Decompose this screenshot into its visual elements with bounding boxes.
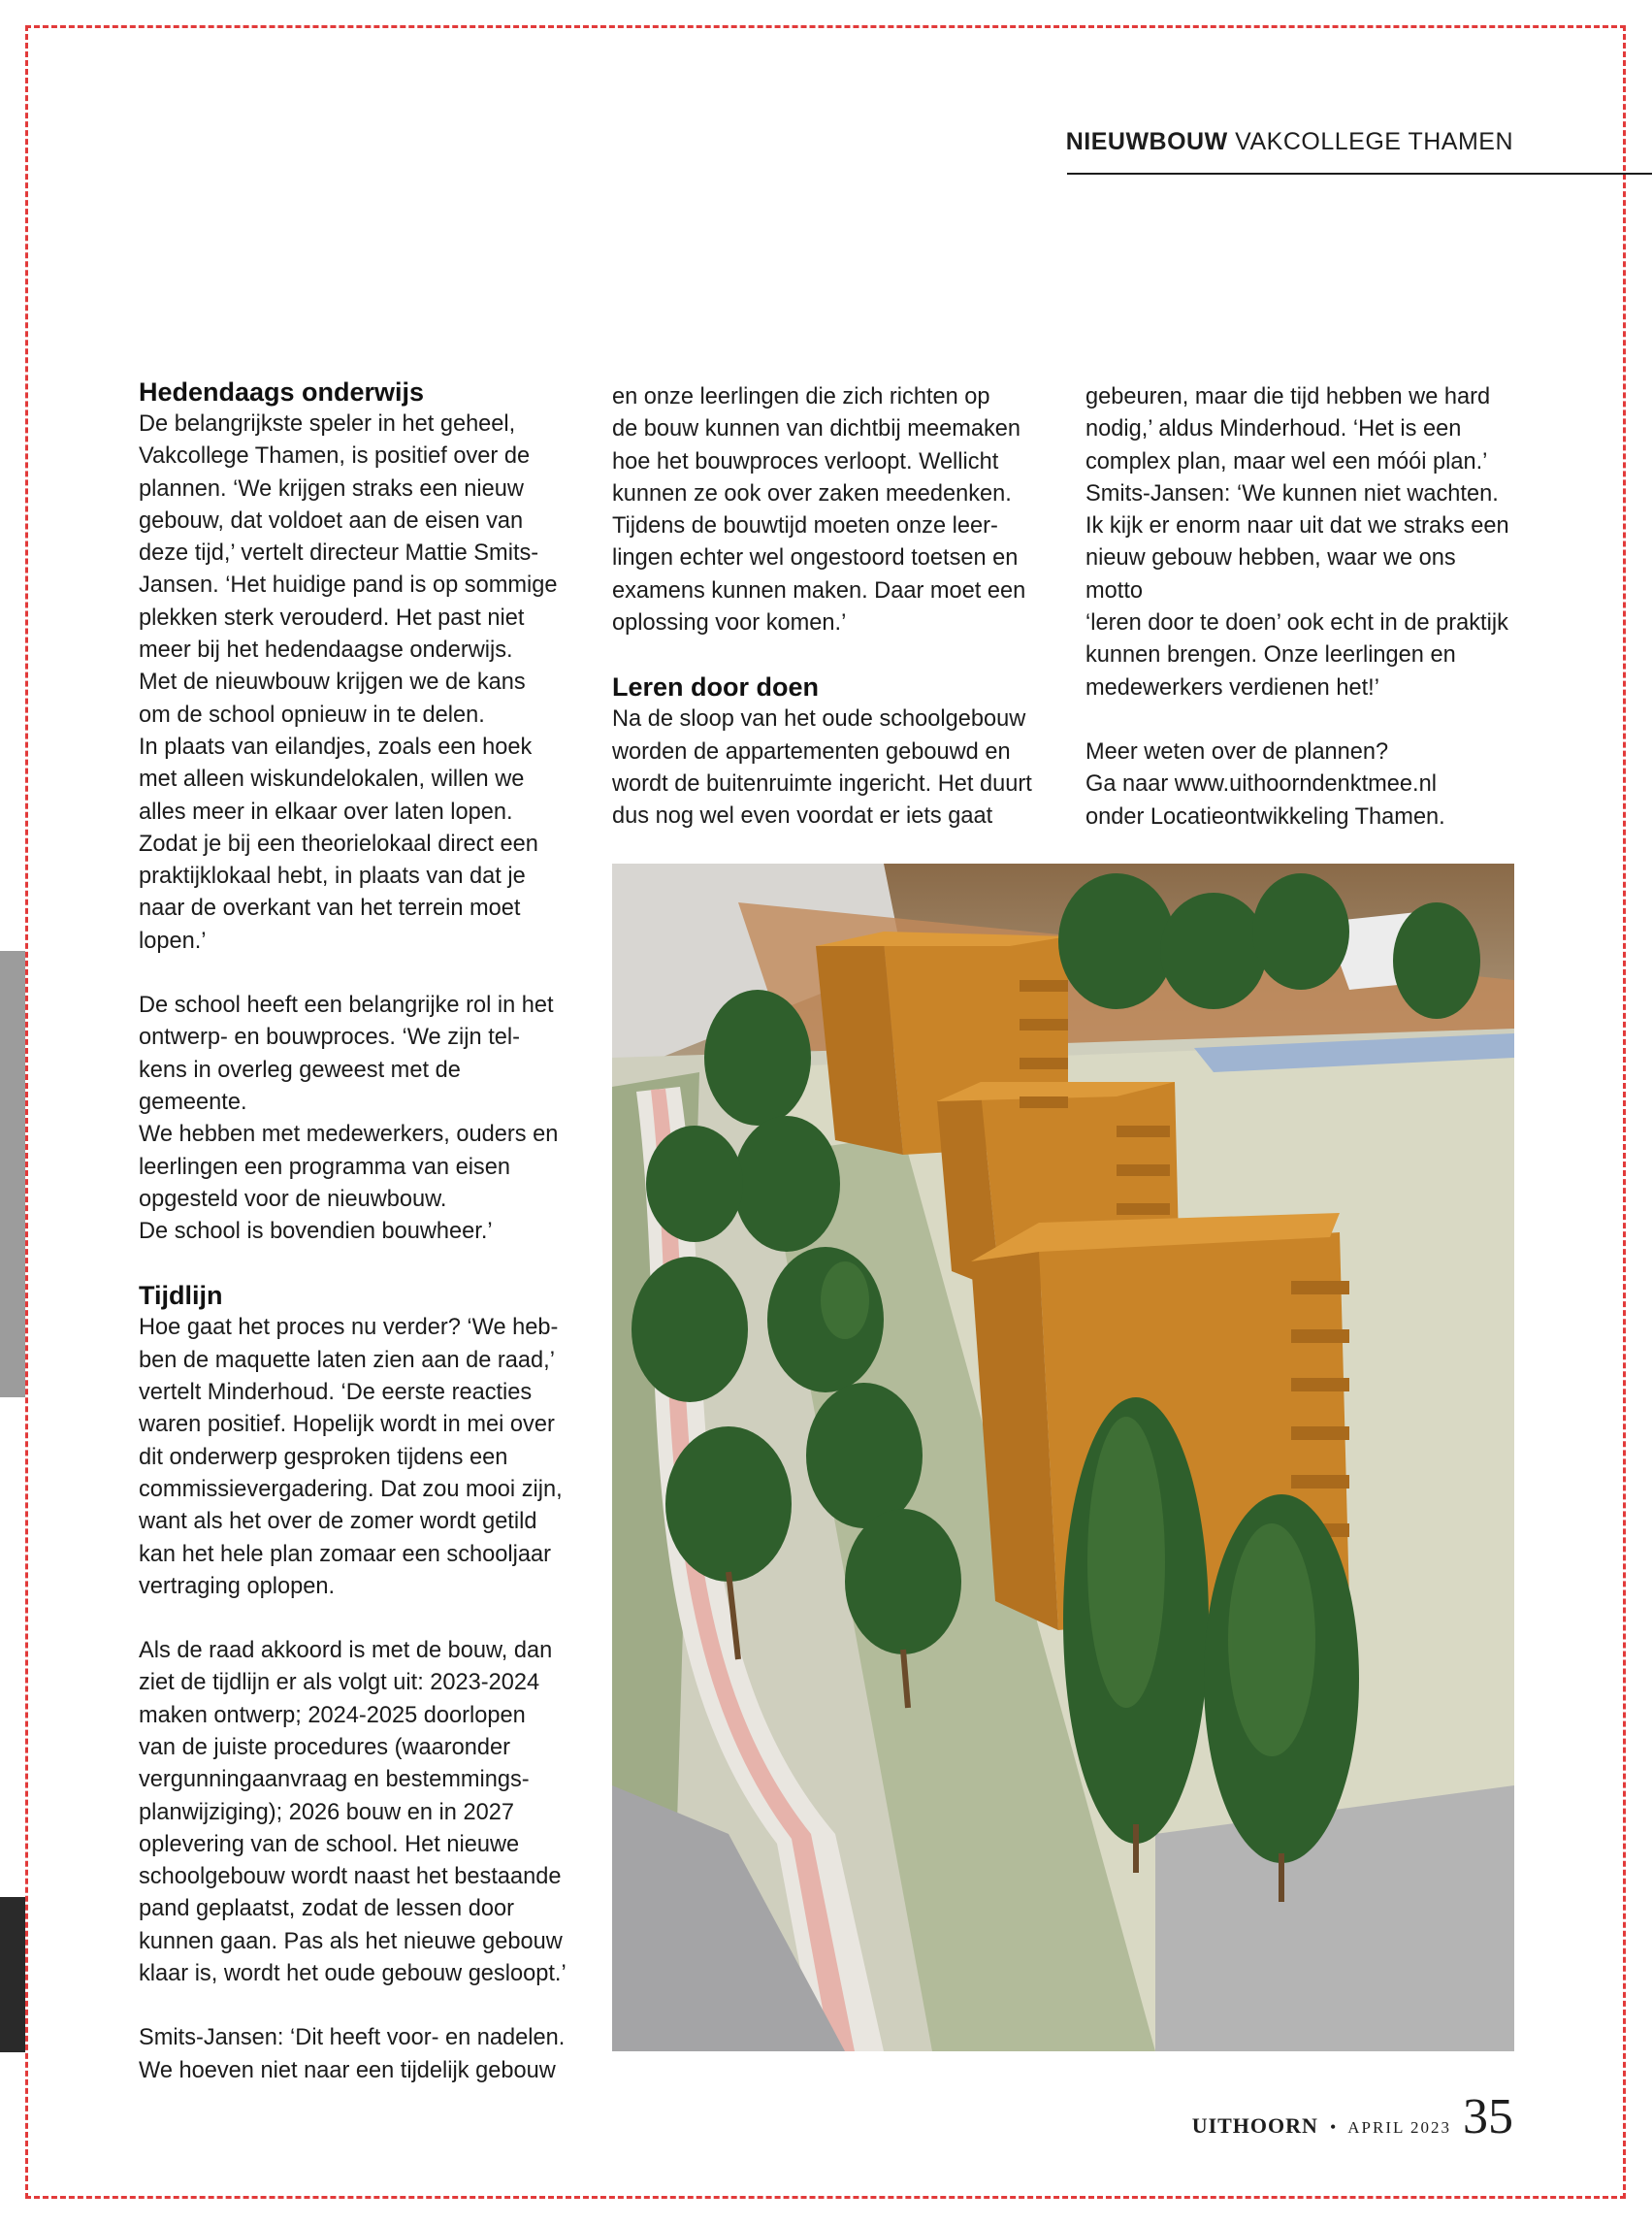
text-line: om de school opnieuw in te delen. [139,702,485,728]
text-line: onder Locatieontwikkeling Thamen. [1085,803,1445,830]
paragraph [139,409,570,958]
text-line: alles meer in elkaar over laten lopen. [139,799,513,825]
text-line: nieuw gebouw hebben, waar we ons motto [1085,545,1456,604]
text-line: examens kunnen maken. Daar moet een [612,577,1026,604]
text-line: De belangrijkste speler in het geheel, [139,411,516,437]
text-line: plekken sterk verouderd. Het past niet [139,605,525,631]
text-line: naar de overkant van het terrein moet [139,896,521,922]
adjacent-page-edge [0,951,25,1397]
text-line: schoolgebouw wordt naast het bestaande [139,1864,562,1890]
text-line: kens in overleg geweest met de gemeente. [139,1057,461,1115]
text-line: We hoeven niet naar een tijdelijk gebouw [139,2057,556,2083]
text-line: en onze leerlingen die zich richten op [612,384,990,409]
text-line: nodig,’ aldus Minderhoud. ‘Het is een [1085,416,1462,442]
text-line: pand geplaatst, zodat de lessen door [139,1896,514,1922]
text-line: ‘leren door te doen’ ook echt in de praktijk [1085,610,1508,637]
scale-model-photo [612,864,1514,2051]
text-line: medewerkers verdienen het!’ [1085,674,1379,701]
text-line: kunnen gaan. Pas als het nieuwe gebouw [139,1928,563,1954]
text-line: kunnen ze ook over zaken meedenken. [612,480,1012,507]
text-line: Smits-Jansen: ‘We kunnen niet wachten. [1085,480,1499,507]
text-line: Vakcollege Thamen, is positief over de [139,443,531,470]
section-label-rest: VAKCOLLEGE THAMEN [1235,128,1513,155]
text-column-3 [1085,381,1517,834]
text-line: vergunningaanvraag en bestemmings- [139,1767,530,1793]
text-line: gebouw, dat voldoet aan de eisen van [139,507,524,534]
paragraph [1085,381,1517,704]
text-line: Ga naar www.uithoorndenktmee.nl [1085,771,1437,798]
text-line: ben de maquette laten zien aan de raad,’ [139,1347,555,1373]
text-line: leerlingen een programma van eisen [139,1154,510,1180]
paragraph [139,1312,570,1603]
heading-tijdlijn: Tijdlijn [139,1281,223,1311]
text-line: complex plan, maar wel een móói plan.’ [1085,448,1488,474]
text-line: waren positief. Hopelijk wordt in mei over [139,1412,555,1438]
text-line: Zodat je bij een theorielokaal direct een [139,831,538,857]
text-line: meer bij het hedendaagse onderwijs. [139,638,513,664]
page-footer [1191,2089,1513,2144]
text-line: planwijziging); 2026 bouw en in 2027 [139,1799,514,1825]
text-line: lingen echter wel ongestoord toetsen en [612,545,1019,572]
text-line: Hoe gaat het proces nu verder? ‘We heb- [139,1315,559,1341]
issue-date: APRIL 2023 [1347,2118,1451,2137]
text-line: gebeuren, maar die tijd hebben we hard [1085,384,1491,409]
text-line: We hebben met medewerkers, ouders en [139,1122,559,1148]
page-number: 35 [1463,2089,1513,2144]
text-line: Na de sloop van het oude schoolgebouw [612,706,1026,733]
section-label-bold: NIEUWBOUW [1065,128,1228,155]
text-line: oplossing voor komen.’ [612,610,847,637]
text-line: oplevering van de school. Het nieuwe [139,1831,520,1857]
text-line: klaar is, wordt het oude gebouw gesloopt.’ [139,1961,567,1987]
text-line: wordt de buitenruimte ingericht. Het duurt [612,770,1032,797]
text-line: De school heeft een belangrijke rol in het [139,993,554,1019]
paragraph [139,1635,570,1990]
text-line: commissievergadering. Dat zou mooi zijn, [139,1476,563,1502]
heading-hedendaags-onderwijs: Hedendaags onderwijs [139,377,425,407]
text-line: ontwerp- en bouwproces. ‘We zijn tel- [139,1025,520,1051]
paragraph [612,703,1044,833]
text-line: dit onderwerp gesproken tijdens een [139,1444,508,1470]
paragraph [1085,736,1517,834]
text-line: lopen.’ [139,928,207,954]
text-line: deze tijd,’ vertelt directeur Mattie Smits- [139,540,539,567]
paragraph [139,990,570,1248]
text-line: want als het over de zomer wordt getild [139,1509,537,1535]
text-line: met alleen wiskundelokalen, willen we [139,767,525,793]
text-line: hoe het bouwproces verloopt. Wellicht [612,448,999,474]
text-line: van de juiste procedures (waaronder [139,1734,510,1760]
text-line: Als de raad akkoord is met de bouw, dan [139,1638,553,1664]
text-line: Meer weten over de plannen? [1085,738,1389,765]
header-rule [1067,173,1652,175]
text-line: De school is bovendien bouwheer.’ [139,1219,493,1245]
footer-separator: • [1329,2117,1337,2137]
text-line: plannen. ‘We krijgen straks een nieuw [139,475,524,502]
text-line: Ik kijk er enorm naar uit dat we straks een [1085,513,1509,540]
paragraph [139,2022,570,2087]
text-line: Met de nieuwbouw krijgen we de kans [139,670,526,696]
text-line: Tijdens de bouwtijd moeten onze leer- [612,513,998,540]
text-line: dus nog wel even voordat er iets gaat [612,803,993,830]
text-line: ziet de tijdlijn er als volgt uit: 2023-2024 [139,1670,540,1696]
adjacent-page-edge-dark [0,1897,25,2052]
text-line: praktijklokaal hebt, in plaats van dat je [139,864,526,890]
text-line: worden de appartementen gebouwd en [612,738,1011,765]
text-line: vertelt Minderhoud. ‘De eerste reacties [139,1380,533,1406]
text-line: kan het hele plan zomaar een schooljaar [139,1541,551,1567]
text-line: opgesteld voor de nieuwbouw. [139,1186,447,1212]
text-line: de bouw kunnen van dichtbij meemaken [612,416,1021,442]
text-line: Jansen. ‘Het huidige pand is op sommige [139,573,558,599]
text-column-2 [612,381,1044,834]
text-line: In plaats van eilandjes, zoals een hoek [139,734,533,760]
text-line: vertraging oplopen. [139,1573,335,1599]
paragraph [612,381,1044,639]
magazine-logo: UITHOORN [1191,2113,1318,2138]
text-line: kunnen brengen. Onze leerlingen en [1085,642,1456,669]
section-header [1066,128,1513,156]
text-line: Smits-Jansen: ‘Dit heeft voor- en nadelen. [139,2025,566,2051]
text-column-1 [139,376,570,2087]
text-line: maken ontwerp; 2024-2025 doorlopen [139,1702,526,1728]
heading-leren-door-doen: Leren door doen [612,672,820,703]
maquette-illustration [612,864,1514,2051]
